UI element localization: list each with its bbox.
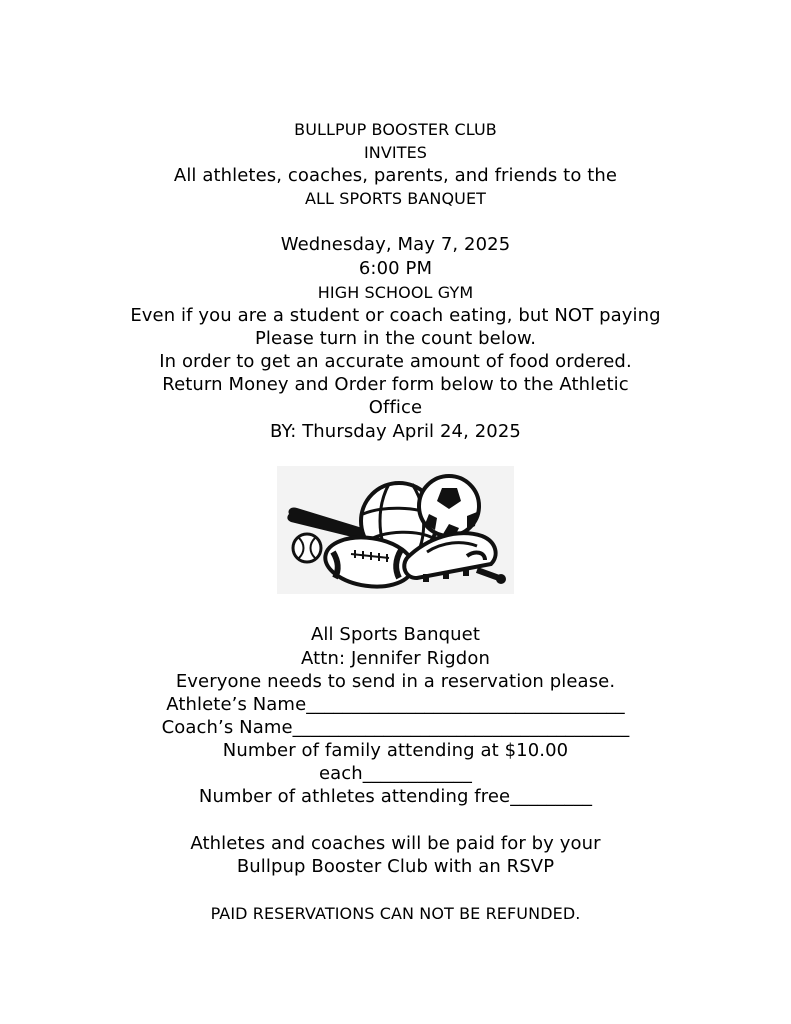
sports-equipment-icon xyxy=(277,466,514,594)
athletes-free-field: Number of athletes attending free_________ xyxy=(198,786,593,807)
family-count-field: each____________ xyxy=(318,763,472,784)
refund-notice: PAID RESERVATIONS CAN NOT BE REFUNDED. xyxy=(210,904,581,923)
paid-line-2: Bullpup Booster Club with an RSVP xyxy=(236,856,555,877)
instruction-line-5: Office xyxy=(368,397,423,418)
event-location: HIGH SCHOOL GYM xyxy=(317,283,474,302)
instruction-line-3: In order to get an accurate amount of food ordered. xyxy=(159,351,632,372)
audience-text: All athletes, coaches, parents, and friends to the xyxy=(173,165,618,186)
club-name: BULLPUP BOOSTER CLUB xyxy=(294,120,497,139)
family-count-line-1: Number of family attending at $10.00 xyxy=(222,740,569,761)
athlete-name-field: Athlete’s Name___________________________________ xyxy=(166,694,625,715)
paid-line-1: Athletes and coaches will be paid for by your xyxy=(190,833,601,854)
form-title: All Sports Banquet xyxy=(310,624,480,645)
instruction-line-2: Please turn in the count below. xyxy=(254,328,537,349)
coach-name-field: Coach’s Name_____________________________________ xyxy=(161,717,630,738)
event-time: 6:00 PM xyxy=(358,258,433,279)
form-note: Everyone needs to send in a reservation please. xyxy=(175,671,616,692)
instruction-line-4: Return Money and Order form below to the Athletic xyxy=(162,374,629,395)
form-attn: Attn: Jennifer Rigdon xyxy=(301,648,490,669)
instruction-line-1: Even if you are a student or coach eating, but NOT paying xyxy=(130,305,661,326)
event-date: Wednesday, May 7, 2025 xyxy=(280,234,511,255)
event-name: ALL SPORTS BANQUET xyxy=(304,189,487,208)
invites-text: INVITES xyxy=(363,143,428,162)
deadline-text: BY: Thursday April 24, 2025 xyxy=(270,421,521,442)
